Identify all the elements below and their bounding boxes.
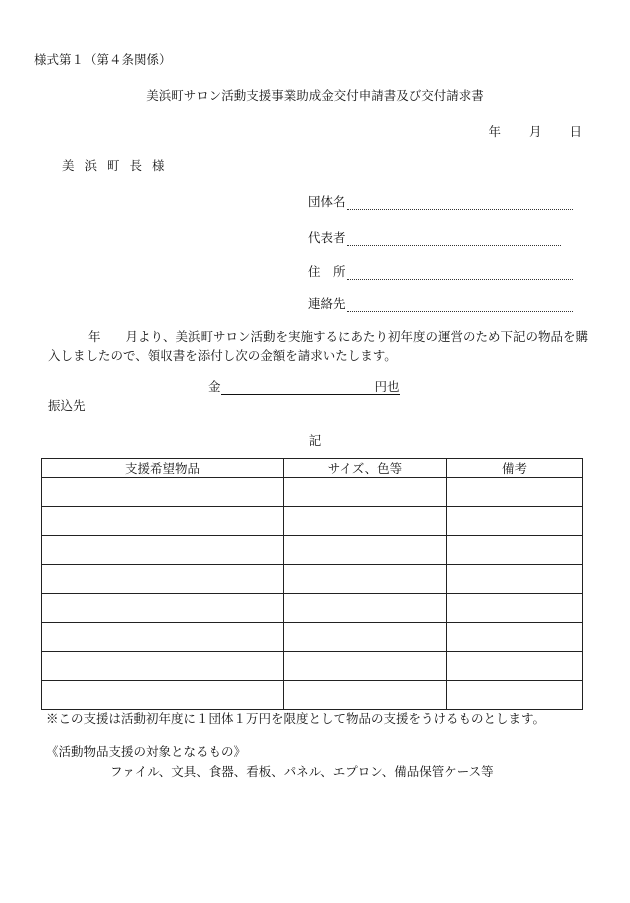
table-cell[interactable]: [447, 623, 583, 652]
limit-note: ※この支援は活動初年度に１団体１万円を限度として物品の支援をうけるものとします。: [46, 711, 546, 726]
form-number: 様式第１（第４条関係）: [34, 52, 172, 67]
table-cell[interactable]: [42, 652, 284, 681]
table-cell[interactable]: [447, 565, 583, 594]
table-row: [42, 594, 583, 623]
table-cell[interactable]: [284, 652, 447, 681]
amount-suffix: 円也: [374, 379, 400, 394]
table-cell[interactable]: [447, 478, 583, 507]
table-cell[interactable]: [447, 652, 583, 681]
table-row: [42, 507, 583, 536]
header-items: 支援希望物品: [42, 459, 284, 478]
table-cell[interactable]: [284, 681, 447, 710]
table-cell[interactable]: [284, 623, 447, 652]
table-cell[interactable]: [42, 594, 284, 623]
table-cell[interactable]: [284, 536, 447, 565]
target-items-list: ファイル、文具、食器、看板、パネル、エプロン、備品保管ケース等: [110, 764, 494, 779]
table-row: [42, 623, 583, 652]
table-cell[interactable]: [447, 507, 583, 536]
table-cell[interactable]: [42, 565, 284, 594]
target-items-heading: 《活動物品支援の対象となるもの》: [46, 744, 247, 759]
date-year: 年: [488, 124, 501, 139]
address-label: 住 所: [308, 264, 346, 279]
table-row: [42, 478, 583, 507]
table-cell[interactable]: [284, 507, 447, 536]
table-cell[interactable]: [42, 536, 284, 565]
addressee: 美浜町長様: [62, 158, 175, 173]
table-cell[interactable]: [447, 536, 583, 565]
address-field[interactable]: [308, 262, 573, 280]
table-header-row: [42, 459, 583, 478]
table-cell[interactable]: [42, 623, 284, 652]
group-name-line[interactable]: [347, 195, 573, 210]
request-body-text: 年 月より、美浜町サロン活動を実施するにあたり初年度の運営のため下記の物品を購入しましたので、領収書を添付し次の金額を請求いたします。: [48, 329, 589, 363]
contact-field[interactable]: [308, 294, 573, 312]
representative-line[interactable]: [347, 231, 561, 246]
table-cell[interactable]: [42, 507, 284, 536]
table-row: [42, 652, 583, 681]
date-day: 日: [569, 124, 582, 139]
date-month: 月: [528, 124, 542, 139]
amount-line[interactable]: [208, 377, 400, 395]
items-table: [41, 458, 583, 710]
table-cell[interactable]: [284, 594, 447, 623]
contact-line[interactable]: [347, 297, 573, 312]
table-cell[interactable]: [447, 594, 583, 623]
table-row: [42, 536, 583, 565]
representative-field[interactable]: [308, 228, 561, 246]
bank-label: 振込先: [48, 398, 86, 413]
header-size-color: サイズ、色等: [284, 459, 447, 478]
group-name-label: 団体名: [308, 194, 346, 209]
table-cell[interactable]: [447, 681, 583, 710]
ki-heading: 記: [308, 433, 322, 448]
table-row: [42, 681, 583, 710]
date-line: [488, 122, 582, 140]
group-name-field[interactable]: [308, 192, 573, 210]
representative-label: 代表者: [308, 230, 346, 245]
document-title: 美浜町サロン活動支援事業助成金交付申請書及び交付請求書: [146, 88, 484, 103]
address-line[interactable]: [347, 265, 573, 280]
header-remarks: 備考: [447, 459, 583, 478]
amount-blank[interactable]: [221, 380, 375, 395]
amount-prefix: 金: [208, 379, 221, 394]
table-cell[interactable]: [42, 681, 284, 710]
table-row: [42, 565, 583, 594]
table-cell[interactable]: [284, 478, 447, 507]
contact-label: 連絡先: [308, 296, 346, 311]
table-cell[interactable]: [42, 478, 284, 507]
table-cell[interactable]: [284, 565, 447, 594]
